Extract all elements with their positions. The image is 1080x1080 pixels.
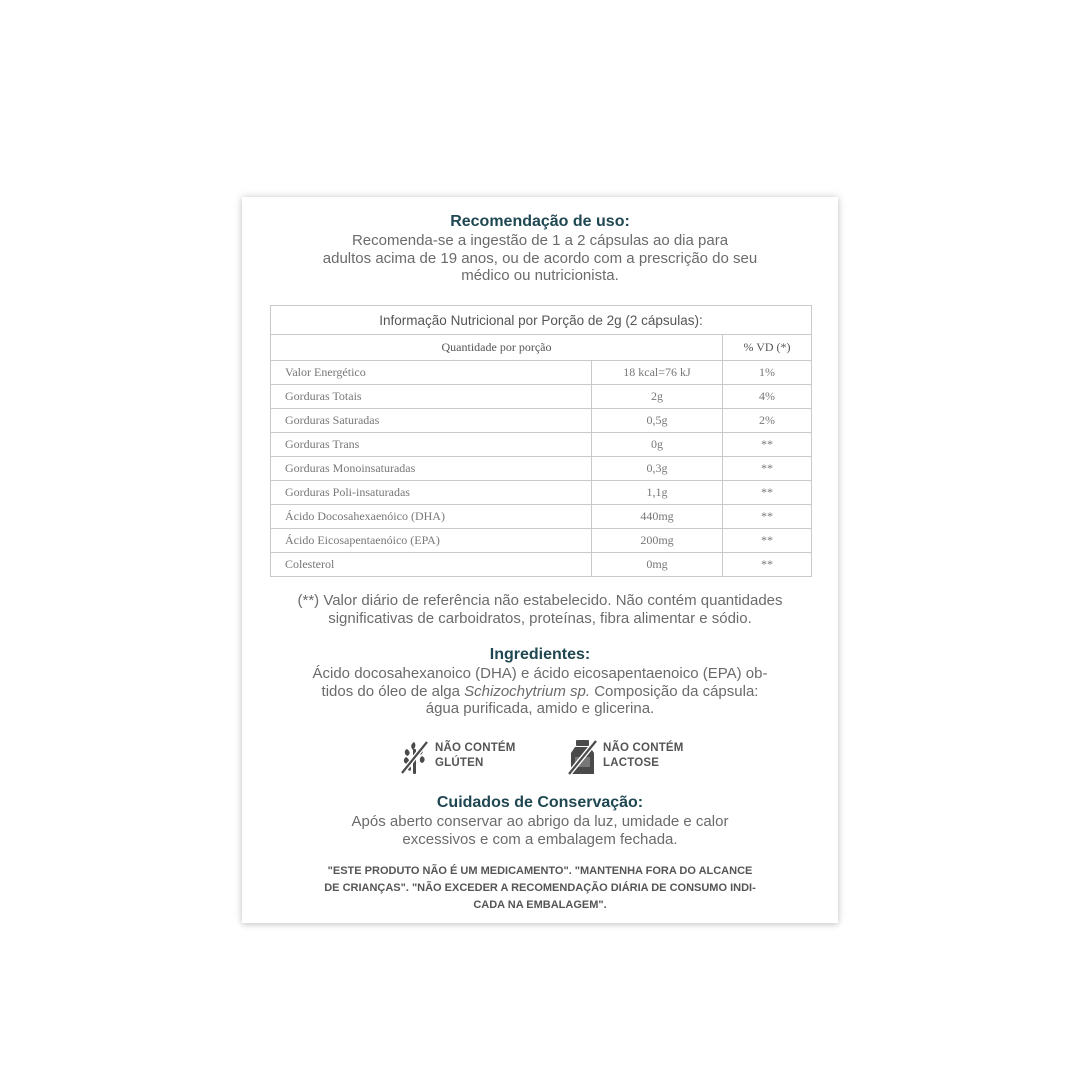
nutrient-vd: 2% — [723, 409, 812, 433]
nutrient-name: Gorduras Trans — [271, 433, 592, 457]
storage-line: Após aberto conservar ao abrigo da luz, umidade e calor — [351, 813, 729, 830]
storage-heading: Cuidados de Conservação: — [436, 794, 644, 811]
no-lactose-label — [603, 741, 684, 771]
warning-line: DE CRIANÇAS". "NÃO EXCEDER A RECOMENDAÇÃO DIÁRIA DE CONSUMO INDI- — [324, 882, 756, 894]
table-row — [271, 553, 812, 577]
footnote — [242, 592, 838, 627]
no-lactose-badge — [566, 737, 706, 777]
nutrient-name: Ácido Eicosapentaenóico (EPA) — [271, 529, 592, 553]
table-row — [271, 433, 812, 457]
nutrient-name: Colesterol — [271, 553, 592, 577]
nutrient-vd: ** — [723, 553, 812, 577]
header-quantity: Quantidade por porção — [271, 335, 723, 361]
ingredients-line — [242, 683, 838, 701]
nutrient-amount: 0,3g — [592, 457, 723, 481]
nutrient-vd: ** — [723, 505, 812, 529]
ingredients-text-post: Composição da cápsula: — [590, 682, 759, 700]
storage-line: excessivos e com a embalagem fechada. — [402, 830, 678, 848]
table-row — [271, 505, 812, 529]
nutrition-title: Informação Nutricional por Porção de 2g (2 cápsulas): — [271, 306, 812, 335]
nutrient-amount: 0,5g — [592, 409, 723, 433]
ingredients-line: Ácido docosahexanoico (DHA) e ácido eicosapentaenoico (EPA) ob- — [312, 665, 768, 682]
table-row — [271, 385, 812, 409]
nutrient-amount: 0mg — [592, 553, 723, 577]
no-lactose-line1: NÃO CONTÉM — [603, 742, 684, 754]
nutrition-table — [270, 305, 812, 577]
nutrient-vd: 4% — [723, 385, 812, 409]
no-lactose-icon — [566, 737, 600, 777]
ingredients-species: Schizochytrium sp. — [464, 682, 591, 700]
nutrient-vd: ** — [723, 481, 812, 505]
ingredients-text-pre: tidos do óleo de alga — [321, 682, 465, 700]
nutrient-amount: 0g — [592, 433, 723, 457]
table-row — [271, 409, 812, 433]
nutrient-vd: ** — [723, 457, 812, 481]
nutrient-amount: 440mg — [592, 505, 723, 529]
nutrient-name: Gorduras Totais — [271, 385, 592, 409]
usage-line: médico ou nutricionista. — [461, 267, 619, 284]
nutrient-name: Ácido Docosahexaenóico (DHA) — [271, 505, 592, 529]
nutrient-vd: 1% — [723, 361, 812, 385]
ingredients-text — [242, 665, 838, 718]
footnote-line: significativas de carboidratos, proteínas, fibra alimentar e sódio. — [328, 609, 752, 627]
ingredients-heading: Ingredientes: — [489, 646, 591, 663]
no-gluten-icon — [398, 737, 432, 777]
footnote-line: (**) Valor diário de referência não estabelecido. Não contém quantidades — [297, 592, 783, 609]
table-row — [271, 361, 812, 385]
nutrient-amount: 1,1g — [592, 481, 723, 505]
nutrient-amount: 18 kcal=76 kJ — [592, 361, 723, 385]
product-label-card — [242, 197, 838, 923]
warning-line: "ESTE PRODUTO NÃO É UM MEDICAMENTO". "MANTENHA FORA DO ALCANCE — [327, 865, 753, 877]
header-vd: % VD (*) — [723, 335, 812, 361]
warning-line: CADA NA EMBALAGEM". — [473, 899, 607, 911]
nutrient-amount: 2g — [592, 385, 723, 409]
nutrient-name: Gorduras Saturadas — [271, 409, 592, 433]
no-gluten-badge — [398, 737, 538, 777]
nutrition-header-row — [271, 335, 812, 361]
no-gluten-label — [435, 741, 516, 771]
usage-line: adultos acima de 19 anos, ou de acordo com a prescrição do seu — [322, 249, 758, 267]
nutrient-name: Gorduras Monoinsaturadas — [271, 457, 592, 481]
table-row — [271, 457, 812, 481]
storage-text — [242, 813, 838, 848]
nutrient-vd: ** — [723, 529, 812, 553]
legal-warning — [242, 863, 838, 914]
no-gluten-line2: GLÚTEN — [435, 757, 484, 769]
nutrition-title-row — [271, 306, 812, 335]
nutrient-amount: 200mg — [592, 529, 723, 553]
nutrient-name: Valor Energético — [271, 361, 592, 385]
no-lactose-line2: LACTOSE — [603, 757, 660, 769]
usage-line: Recomenda-se a ingestão de 1 a 2 cápsulas ao dia para — [351, 232, 729, 249]
usage-text — [242, 232, 838, 285]
nutrient-name: Gorduras Poli-insaturadas — [271, 481, 592, 505]
no-gluten-line1: NÃO CONTÉM — [435, 742, 516, 754]
ingredients-line: água purificada, amido e glicerina. — [425, 700, 655, 717]
table-row — [271, 529, 812, 553]
table-row — [271, 481, 812, 505]
usage-heading: Recomendação de uso: — [450, 213, 630, 230]
nutrient-vd: ** — [723, 433, 812, 457]
allergen-badges — [242, 737, 838, 777]
